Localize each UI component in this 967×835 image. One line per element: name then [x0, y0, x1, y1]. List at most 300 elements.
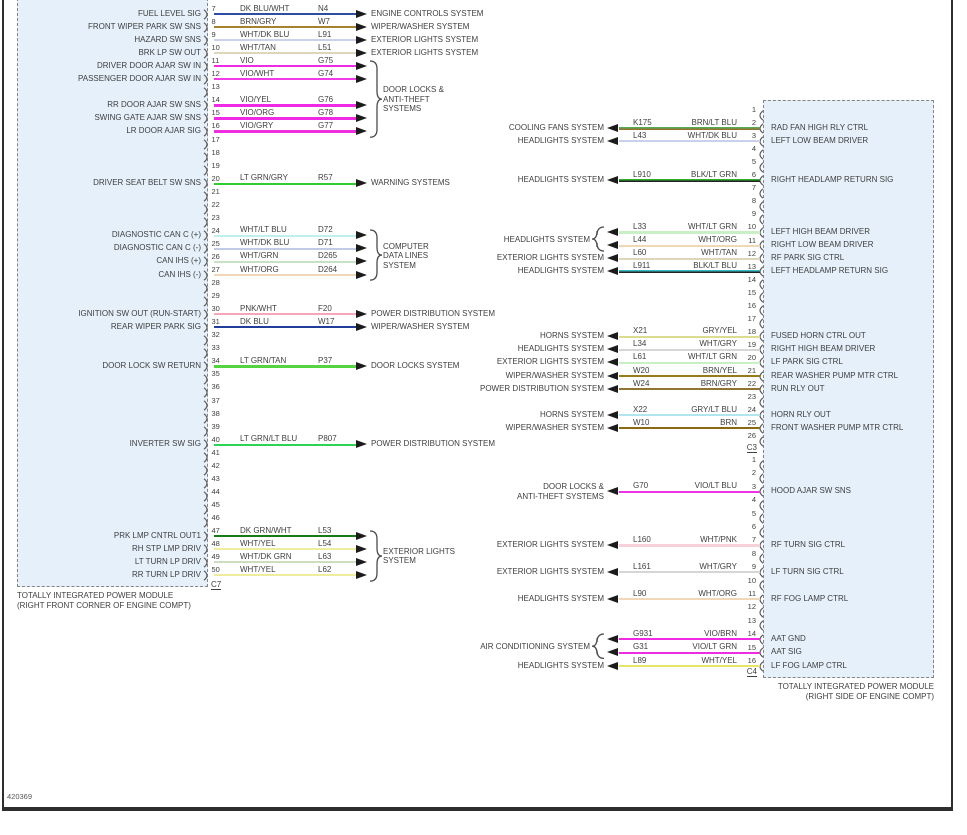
system-label: ANTI-THEFT SYSTEMS [517, 491, 604, 501]
arrow-left-icon [607, 358, 618, 366]
pin-cavity-icon [203, 504, 211, 515]
pin-cavity-icon [203, 61, 211, 72]
pin-number: 14 [747, 274, 756, 284]
pin-function-label: RUN RLY OUT [771, 383, 825, 393]
pin-number: 26 [211, 251, 220, 261]
wire-color-label: DK BLU/WHT [240, 3, 290, 13]
arrow-left-icon [607, 635, 618, 643]
arrow-left-icon [607, 662, 618, 670]
signal-label: IGNITION SW OUT (RUN-START) [78, 308, 201, 318]
pin-cavity-icon [203, 478, 211, 489]
signal-label: CAN IHS (+) [156, 256, 201, 266]
pin-cavity-icon [203, 465, 211, 476]
pin-function-label: LF TURN SIG CTRL [771, 566, 844, 576]
circuit-label: L910 [633, 169, 651, 179]
pin-number: 6 [751, 522, 756, 531]
pin-number: 22 [747, 379, 756, 389]
system-label: HEADLIGHTS SYSTEM [517, 344, 604, 354]
signal-label: PASSENGER DOOR AJAR SW IN [78, 73, 201, 83]
pin-number: 15 [747, 287, 756, 297]
arrow-right-icon [356, 310, 367, 318]
pin-number: 15 [211, 108, 220, 118]
wire-line [214, 65, 356, 67]
pin-number: 41 [211, 447, 220, 457]
wire-color-label: BLK/LT GRN [691, 169, 737, 179]
pin-cavity-icon [203, 374, 211, 385]
pin-function-label: FUSED HORN CTRL OUT [771, 331, 866, 341]
pin-function-label: RIGHT HIGH BEAM DRIVER [771, 344, 876, 354]
wire-color-label: VIO/BRN [704, 628, 737, 638]
pin-number: 11 [748, 589, 756, 598]
pin-number: 8 [751, 196, 756, 206]
wire-color-label: GRY/YEL [702, 326, 737, 336]
pin-number: 24 [747, 405, 756, 415]
group-system-label: DOOR LOCKS & [383, 85, 444, 95]
pin-function-label: RF PARK SIG CTRL [771, 253, 845, 263]
pin-number: 40 [211, 434, 220, 444]
pin-number: 26 [747, 431, 756, 441]
pin-cavity-icon [756, 513, 764, 524]
wire-line [214, 78, 356, 80]
signal-label: INVERTER SW SIG [129, 439, 201, 449]
pin-function-label: HORN RLY OUT [771, 409, 831, 419]
pin-number: 8 [751, 548, 756, 558]
pin-cavity-icon [203, 87, 211, 98]
wire-color-label: WHT/GRY [699, 561, 737, 571]
pin-number: 13 [747, 615, 756, 625]
wire-color-label: BRN [720, 417, 737, 427]
arrow-left-icon [607, 254, 618, 262]
pin-number: 38 [211, 408, 220, 418]
circuit-label: L34 [633, 339, 647, 349]
pin-function-label: AAT GND [771, 633, 806, 643]
pin-cavity-icon [203, 191, 211, 202]
system-label: DOOR LOCKS & [543, 482, 604, 492]
pin-cavity-icon [756, 527, 764, 538]
arrow-right-icon [356, 545, 367, 553]
circuit-label: G77 [318, 120, 334, 130]
pin-function-label: RF TURN SIG CTRL [771, 539, 846, 549]
pin-number: 21 [747, 366, 756, 375]
signal-label: DIAGNOSTIC CAN C (-) [113, 243, 201, 253]
pin-cavity-icon [203, 570, 211, 581]
system-label: EXTERIOR LIGHTS SYSTEM [496, 357, 604, 367]
pin-number: 29 [211, 291, 220, 301]
figure-number: 420369 [7, 792, 33, 801]
arrow-right-icon [356, 101, 367, 109]
wire-color-label: VIO/WHT [240, 68, 275, 78]
circuit-label: L60 [633, 248, 647, 258]
circuit-label: L89 [633, 655, 647, 665]
connector-label-c7: C7 [211, 580, 222, 589]
pin-function-label: LF PARK SIG CTRL [771, 357, 843, 367]
pin-number: 8 [211, 17, 216, 27]
pin-cavity-icon [203, 113, 211, 124]
pin-number: 46 [211, 512, 220, 522]
signal-label: LR DOOR AJAR SIG [126, 125, 201, 135]
system-label: POWER DISTRIBUTION SYSTEM [479, 383, 604, 393]
pin-number: 5 [751, 157, 756, 167]
circuit-label: P807 [318, 434, 337, 444]
pin-function-label: FRONT WASHER PUMP MTR CTRL [771, 422, 904, 432]
pin-cavity-icon [203, 178, 211, 189]
group-system-label: COMPUTER [383, 241, 429, 251]
pin-number: 44 [211, 486, 220, 496]
signal-label: DRIVER SEAT BELT SW SNS [93, 178, 201, 188]
wire-color-label: WHT/DK BLU [240, 29, 290, 39]
system-label: EXTERIOR LIGHTS SYSTEM [496, 253, 604, 263]
circuit-label: G78 [318, 107, 334, 117]
pin-number: 17 [211, 134, 220, 144]
frame-bottom-line [2, 807, 953, 811]
circuit-label: L161 [633, 561, 651, 571]
wire-color-label: DK BLU [240, 316, 269, 326]
system-label: DOOR LOCKS SYSTEM [371, 360, 460, 370]
wire-line [214, 117, 356, 119]
right-module-name-line2: (RIGHT SIDE OF ENGINE COMPT) [805, 692, 934, 701]
pin-cavity-icon [203, 557, 211, 568]
group-system-label: ANTI-THEFT [383, 94, 430, 104]
pin-function-label: AAT SIG [771, 647, 802, 657]
pin-number: 25 [211, 238, 220, 248]
system-label: WIPER/WASHER SYSTEM [505, 370, 604, 380]
pin-function-label: RF FOG LAMP CTRL [771, 593, 849, 603]
pin-cavity-icon [203, 230, 211, 241]
arrow-right-icon [356, 36, 367, 44]
circuit-label: G31 [633, 642, 649, 652]
pin-cavity-icon [756, 460, 764, 471]
system-label: WARNING SYSTEMS [371, 178, 450, 188]
pin-number: 14 [211, 95, 220, 105]
pin-number: 11 [211, 56, 220, 66]
arrow-right-icon [356, 231, 367, 239]
circuit-label: L91 [318, 29, 332, 39]
circuit-label: X22 [633, 404, 648, 414]
circuit-label: W20 [633, 365, 650, 375]
wire-line [214, 52, 356, 54]
pin-number: 9 [751, 562, 756, 572]
wire-color-label: WHT/DK BLU [240, 238, 290, 248]
system-label: WIPER/WASHER SYSTEM [371, 21, 470, 31]
circuit-label: G75 [318, 55, 334, 65]
pin-cavity-icon [756, 214, 764, 225]
pin-cavity-icon [203, 491, 211, 502]
pin-cavity-icon [203, 22, 211, 33]
pin-number: 39 [211, 421, 220, 431]
pin-function-label: RAD FAN HIGH RLY CTRL [771, 122, 869, 132]
pin-function-label: LF FOG LAMP CTRL [771, 660, 847, 670]
pin-cavity-icon [203, 9, 211, 20]
pin-cavity-icon [203, 387, 211, 398]
wire-color-label: WHT/ORG [698, 235, 737, 244]
wire-color-label: WHT/GRN [240, 251, 279, 261]
arrow-left-icon [607, 595, 618, 603]
system-label: HEADLIGHTS SYSTEM [517, 135, 604, 145]
signal-label: SWING GATE AJAR SW SNS [94, 112, 201, 122]
group-system-label: SYSTEMS [383, 104, 422, 114]
pin-number: 24 [211, 225, 220, 235]
wire-color-label: WHT/LT GRN [687, 352, 737, 362]
arrow-left-icon [607, 385, 618, 393]
arrow-right-icon [356, 179, 367, 187]
arrow-left-icon [607, 648, 618, 656]
connector-label-c4: C4 [746, 667, 757, 676]
pin-cavity-icon [203, 204, 211, 215]
pin-cavity-icon [203, 413, 211, 424]
left-module-name-line1: TOTALLY INTEGRATED POWER MODULE [17, 591, 174, 600]
arrow-right-icon [356, 571, 367, 579]
arrow-right-icon [356, 440, 367, 448]
pin-number: 12 [211, 69, 220, 79]
group-brace-icon [369, 530, 383, 582]
pin-cavity-icon [203, 531, 211, 542]
pin-number: 30 [211, 304, 220, 314]
wire-color-label: WHT/GRY [699, 339, 737, 349]
pin-number: 20 [211, 173, 220, 183]
circuit-label: W10 [633, 417, 650, 427]
pin-cavity-icon [203, 217, 211, 228]
wire-color-label: BLK/LT BLU [693, 261, 737, 271]
group-system-label: SYSTEM [383, 556, 416, 566]
pin-cavity-icon [203, 100, 211, 111]
signal-label: RR TURN LP DRIV [131, 569, 201, 579]
pin-cavity-icon [203, 256, 211, 267]
pin-number: 47 [211, 526, 220, 535]
circuit-label: W17 [318, 316, 335, 326]
wire-line [214, 548, 356, 550]
pin-number: 48 [211, 539, 220, 549]
pin-number: 18 [747, 326, 756, 336]
pin-cavity-icon [203, 309, 211, 320]
pin-number: 25 [747, 418, 756, 428]
pin-cavity-icon [203, 139, 211, 150]
arrow-left-icon [607, 372, 618, 380]
pin-function-label: REAR WASHER PUMP MTR CTRL [771, 370, 899, 380]
arrow-right-icon [356, 257, 367, 265]
arrow-right-icon [356, 75, 367, 83]
pin-cavity-icon [203, 322, 211, 333]
group-brace-icon [369, 60, 383, 138]
circuit-label: L90 [633, 588, 647, 598]
pin-number: 27 [211, 265, 220, 274]
pin-number: 19 [747, 339, 756, 349]
wire-color-label: LT GRN/LT BLU [240, 434, 298, 444]
pin-number: 49 [211, 552, 220, 562]
arrow-left-icon [607, 267, 618, 275]
arrow-right-icon [356, 23, 367, 31]
wire-color-label: WHT/YEL [240, 564, 276, 574]
pin-number: 7 [751, 183, 756, 193]
pin-number: 19 [211, 160, 220, 170]
pin-number: 5 [751, 508, 756, 518]
pin-number: 12 [747, 602, 756, 612]
pin-cavity-icon [756, 553, 764, 564]
pin-cavity-icon [756, 607, 764, 618]
pin-number: 12 [747, 248, 756, 258]
pin-number: 1 [751, 455, 756, 464]
arrow-right-icon [356, 10, 367, 18]
wire-color-label: LT GRN/TAN [240, 355, 287, 365]
system-label: EXTERIOR LIGHTS SYSTEM [371, 47, 479, 57]
circuit-label: L51 [318, 42, 332, 52]
pin-cavity-icon [756, 580, 764, 591]
wire-color-label: DK GRN/WHT [240, 525, 292, 535]
pin-cavity-icon [756, 188, 764, 199]
pin-number: 3 [751, 131, 756, 141]
circuit-label: G931 [633, 628, 653, 638]
circuit-label: L160 [633, 534, 651, 544]
signal-label: BRK LP SW OUT [138, 47, 201, 57]
signal-label: HAZARD SW SNS [134, 34, 201, 44]
system-label: HORNS SYSTEM [539, 331, 604, 341]
pin-cavity-icon [203, 126, 211, 137]
pin-number: 6 [751, 170, 756, 180]
wire-color-label: WHT/PNK [700, 534, 737, 544]
pin-number: 16 [747, 300, 756, 310]
wire-color-label: WHT/TAN [240, 42, 276, 52]
pin-cavity-icon [203, 400, 211, 411]
pin-cavity-icon [756, 279, 764, 290]
pin-cavity-icon [756, 620, 764, 631]
pin-cavity-icon [756, 110, 764, 121]
circuit-label: D72 [318, 225, 333, 235]
pin-number: 2 [751, 468, 756, 478]
system-label: HORNS SYSTEM [539, 409, 604, 419]
arrow-left-icon [607, 541, 618, 549]
pin-cavity-icon [203, 426, 211, 437]
circuit-label: L61 [633, 352, 647, 362]
wire-color-label: WHT/YEL [240, 538, 276, 548]
group-brace-icon [592, 226, 606, 252]
pin-number: 21 [211, 186, 220, 196]
pin-number: 34 [211, 356, 220, 366]
circuit-label: W24 [633, 378, 650, 388]
pin-cavity-icon [203, 74, 211, 85]
signal-label: RH STP LMP DRIV [131, 543, 201, 553]
pin-cavity-icon [203, 48, 211, 59]
pin-number: 16 [747, 656, 756, 665]
wire-color-label: BRN/GRY [700, 378, 737, 388]
system-label: ENGINE CONTROLS SYSTEM [371, 8, 484, 18]
pin-cavity-icon [203, 348, 211, 359]
system-label: HEADLIGHTS SYSTEM [517, 660, 604, 670]
pin-cavity-icon [756, 500, 764, 511]
circuit-label: N4 [318, 3, 329, 13]
circuit-label: P37 [318, 355, 333, 365]
right-module-name-line1: TOTALLY INTEGRATED POWER MODULE [777, 682, 934, 691]
pin-number: 17 [747, 313, 756, 323]
circuit-label: D71 [318, 238, 333, 248]
arrow-left-icon [607, 411, 618, 419]
pin-cavity-icon [756, 318, 764, 329]
pin-number: 45 [211, 499, 220, 509]
arrow-right-icon [356, 362, 367, 370]
pin-number: 13 [747, 261, 756, 271]
arrow-right-icon [356, 244, 367, 252]
pin-number: 7 [751, 535, 756, 545]
left-tipm-module-box [17, 0, 208, 587]
circuit-label: D264 [318, 264, 338, 274]
arrow-left-icon [607, 332, 618, 340]
signal-label: DRIVER DOOR AJAR SW IN [96, 60, 201, 70]
arrow-left-icon [607, 124, 618, 132]
group-brace-icon [592, 633, 606, 659]
arrow-left-icon [607, 424, 618, 432]
circuit-label: F20 [318, 303, 332, 313]
circuit-label: L53 [318, 525, 332, 535]
frame-right-line [951, 0, 953, 811]
arrow-left-icon [607, 487, 618, 495]
system-label: EXTERIOR LIGHTS SYSTEM [371, 34, 479, 44]
pin-number: 23 [747, 392, 756, 402]
wire-color-label: WHT/LT BLU [240, 225, 287, 235]
system-label: HEADLIGHTS SYSTEM [517, 174, 604, 184]
circuit-label: L911 [633, 261, 651, 271]
wire-color-label: VIO/YEL [240, 94, 272, 104]
signal-label: FUEL LEVEL SIG [138, 8, 201, 18]
signal-label: CAN IHS (-) [158, 269, 201, 279]
group-brace-icon [369, 229, 383, 281]
arrow-right-icon [356, 127, 367, 135]
pin-cavity-icon [203, 152, 211, 163]
pin-cavity-icon [203, 270, 211, 281]
pin-number: 18 [211, 147, 220, 157]
pin-number: 10 [747, 575, 756, 585]
pin-number: 50 [211, 565, 220, 575]
pin-function-label: HOOD AJAR SW SNS [771, 486, 852, 496]
wire-color-label: WHT/ORG [240, 264, 279, 274]
wire-color-label: PNK/WHT [240, 303, 277, 313]
pin-cavity-icon [203, 335, 211, 346]
wire-color-label: VIO [240, 55, 254, 65]
wire-color-label: WHT/ORG [698, 588, 737, 598]
system-label: POWER DISTRIBUTION SYSTEM [371, 308, 496, 318]
wire-color-label: WHT/DK BLU [687, 130, 737, 140]
pin-number: 4 [751, 495, 756, 505]
circuit-label: D265 [318, 251, 338, 261]
pin-cavity-icon [756, 436, 764, 447]
pin-number: 10 [211, 43, 220, 53]
pin-cavity-icon [203, 361, 211, 372]
wire-line [214, 130, 356, 132]
group-system-label: SYSTEM [383, 260, 416, 270]
pin-number: 31 [211, 317, 220, 327]
pin-cavity-icon [203, 517, 211, 528]
pin-cavity-icon [203, 243, 211, 254]
wire-line [214, 104, 356, 106]
pin-function-label: RIGHT HEADLAMP RETURN SIG [771, 174, 894, 184]
circuit-label: W7 [318, 16, 330, 26]
pin-number: 43 [211, 473, 220, 483]
wire-line [214, 574, 356, 576]
circuit-label: G76 [318, 94, 334, 104]
wire-color-label: WHT/TAN [701, 248, 737, 258]
signal-label: LT TURN LP DRIV [134, 556, 201, 566]
circuit-label: R57 [318, 173, 333, 183]
group-system-label: DATA LINES [383, 251, 429, 261]
signal-label: REAR WIPER PARK SIG [110, 321, 201, 331]
group-system-label: EXTERIOR LIGHTS [383, 546, 456, 556]
pin-number: 1 [751, 105, 756, 114]
pin-number: 28 [211, 278, 220, 288]
signal-label: DIAGNOSTIC CAN C (+) [111, 230, 201, 240]
pin-cavity-icon [756, 149, 764, 160]
system-label: WIPER/WASHER SYSTEM [371, 321, 470, 331]
pin-cavity-icon [203, 35, 211, 46]
pin-cavity-icon [203, 452, 211, 463]
pin-cavity-icon [203, 283, 211, 294]
arrow-left-icon [607, 568, 618, 576]
